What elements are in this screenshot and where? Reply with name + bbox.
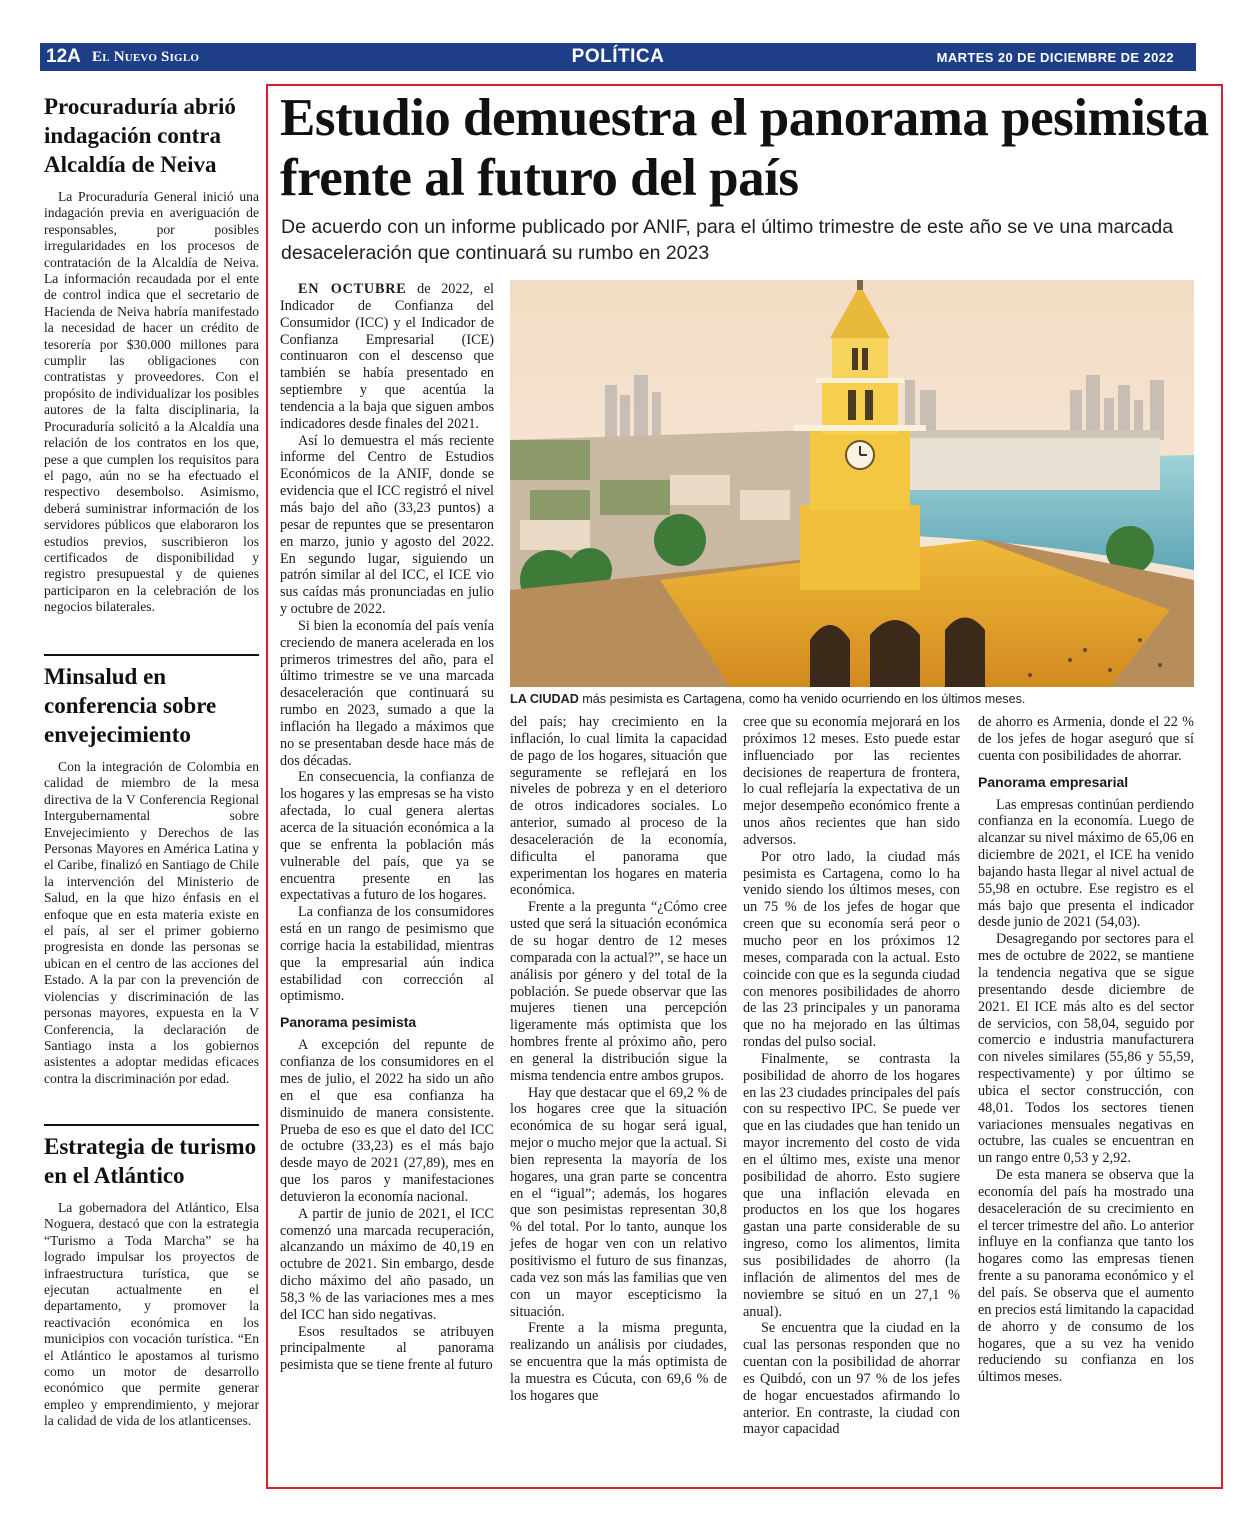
article-column-2 [510, 714, 727, 1405]
subhead-panorama-empresarial: Panorama empresarial [978, 773, 1129, 790]
paragraph: Por otro lado, la ciudad más pesimista es Cartagena, como lo ha venido siendo los últimos meses, con un 75 % de los jefes de hogar que creen que su economía será peor o mucho peor en los próximos 12 meses, comparada con la actual. Esto coincide con que es la segunda ciudad con menores posibilidades de ahorro de las 23 principales y un panorama que no ha mejorado en las últimas rondas del pulso social. [743, 848, 960, 1051]
paragraph: Finalmente, se contrasta la posibilidad de ahorro de los hogares en las 23 ciudades principales del país con su respectivo IPC. Se puede ver que en las ciudades que han tenido un mayor incremento del costo de vida en el último mes, existe una menor posibilidad de ahorro. Esto sugiere que una inflación elevada en productos en los que los hogares gastan una parte considerable de su ingreso, como los alimentos, limita sus posibilidades de ahorro (la inflación de alimentos del mes de noviembre se situó en un 27,1 % anual). [743, 1050, 960, 1320]
paragraph: En consecuencia, la confianza de los hogares y las empresas se ha visto afectada, lo cual genera alertas acerca de la situación económica a la que se enfrenta la población más vulnerable del país, que ya se encuentra presente en las expectativas a futuro de los hogares. [280, 769, 494, 904]
page-number: 12A [46, 46, 81, 67]
lead-word: EN OCTUBRE [298, 281, 407, 297]
brief-title: Estrategia de turismo en el Atlántico [44, 1134, 257, 1188]
issue-date: MARTES 20 DE DICIEMBRE DE 2022 [936, 50, 1174, 65]
newspaper-name: El Nuevo Siglo [92, 49, 200, 65]
cartagena-photo [510, 280, 1194, 687]
caption-lead: LA CIUDAD [510, 692, 579, 706]
article-column-3 [743, 714, 960, 1438]
page-header [40, 43, 1196, 71]
lead-paragraph [280, 281, 494, 433]
photo-caption [510, 691, 1210, 707]
paragraph: Si bien la economía del país venía creciendo de manera acelerada en los primeros trimestres del año, para el último trimestre se ve una marcada desaceleración que continuará su rumbo en 2023, sumado a que la inflación ha llegado a máximos que no se presentaban desde hace más de dos décadas. [280, 617, 494, 769]
brief-body: La Procuraduría General inició una indagación previa en averiguación de responsables, por posibles irregularidades en los procesos de contratación de la Alcaldía de Neiva. La información recaudada por el ente de control indica que el secretario de Hacienda de Neiva habría manifestado la necesidad de hacer un crédito de tesorería por $30.000 millones para cumplir las obligaciones con contratistas y proveedores. Con el propósito de individualizar los posibles autores de la falta disciplinaria, la Procuraduría solicitó a la Alcaldía una relación de los contratos en los que, pese a que cumplen los requisitos para el pago, aún no se ha efectuado el respectivo desembolso. Asimismo, deberá suministrar información de los servidores públicos que elaboraron los estudios previos, suscribieron los certificados de disponibilidad y registro presupuestal y de quienes participaron en la celebración de los negocios bilaterales. [44, 189, 259, 615]
section-title: POLÍTICA [571, 46, 665, 67]
article-column-1 [280, 281, 494, 1374]
paragraph-text: de 2022, el Indicador de Confianza del Consumidor (ICC) y el Indicador de Confianza Empresarial (ICE) continuaron con el descenso que también se había presentado en septiembre y que acentúa la tendencia a la baja que siguen ambos indicadores desde finales del 2021. [280, 281, 494, 432]
paragraph: A partir de junio de 2021, el ICC comenzó una marcada recuperación, alcanzando un máximo de 40,19 en octubre de 2021. Sin embargo, desde dicho máximo del año pasado, un 58,3 % de las variaciones mes a mes del ICC han sido negativas. [280, 1205, 494, 1323]
paragraph: Hay que destacar que el 69,2 % de los hogares cree que la situación económica de su hogar será igual, mejor o mucho mejor que la actual. Si bien representa la mayoría de los hogares, una gran parte se concentra en el “igual”; además, los hogares que son pesimistas representan 30,8 % del total. Por lo tanto, aunque los jefes de hogar ven con un relativo positivismo el futuro de sus finanzas, cada vez son más las familias que ven con un mayor escepticismo la situación. [510, 1084, 727, 1320]
divider [44, 1124, 259, 1126]
brief-neiva [44, 92, 259, 616]
paragraph: La confianza de los consumidores está en un rango de pesimismo que corrige hacia la estabilidad, mientras que la empresarial aún indica estabilidad con corrección al optimismo. [280, 904, 494, 1005]
subhead-panorama-pesimista: Panorama pesimista [280, 1014, 417, 1031]
paragraph: De esta manera se observa que la economía del país ha mostrado una desaceleración de su crecimiento en el tercer trimestre del año. Lo anterior influye en la confianza que tanto los hogares como las empresas tienen frente a su panorama económico y el del país. Se observa que el aumento en precios está limitando la capacidad de ahorro y de consumo de los hogares, que a su vez ha venido reduciendo su confianza en los últimos meses. [978, 1167, 1194, 1386]
caption-text: más pesimista es Cartagena, como ha venido ocurriendo en los últimos meses. [578, 692, 1026, 706]
paragraph: Frente a la misma pregunta, realizando un análisis por ciudades, se encuentra que la más optimista de la muestra es Cúcuta, con 69,6 % de los hogares que [510, 1320, 727, 1404]
brief-body: La gobernadora del Atlántico, Elsa Noguera, destacó que con la estrategia “Turismo a Toda Marcha” se ha logrado impulsar los proyectos de infraestructura turística, que se ejecutan actualmente en el departamento, y promover la reactivación económica en los municipios con vocación turística. “En el Atlántico le apostamos al turismo como un motor de desarrollo económico que permite generar empleo y emprendimiento, y mejorar la calidad de vida de los atlanticenses. [44, 1200, 259, 1429]
paragraph: Así lo demuestra el más reciente informe del Centro de Estudios Económicos de la ANIF, donde se evidencia que el ICC registró el nivel más bajo del año (33,23 puntos) a pesar de repuntes que se presentaron en marzo, junio y agosto del 2022. En segundo lugar, siguiendo un patrón similar al del ICC, el ICE vio sus caídas más pronunciadas en julio y octubre de 2022. [280, 432, 494, 618]
article-headline: Estudio demuestra el panorama pesimista frente al futuro del país [280, 89, 1209, 207]
paragraph: Desagregando por sectores para el mes de octubre de 2022, se mantiene la tendencia negativa que se sigue presentando desde diciembre de 2021. El ICE más alto es del sector de servicios, con 58,04, seguido por comercio e industria manufacturera con niveles similares (55,86 y 55,59, respectivamente) y por último se ubica el sector construcción, con 48,01. Todos los sectores tienen variaciones mensuales negativas en octubre, las cuales se encuentran en un rango entre 0,53 y 2,92. [978, 931, 1194, 1167]
brief-title: Procuraduría abrió indagación contra Alcaldía de Neiva [44, 94, 236, 177]
paragraph: cree que su economía mejorará en los próximos 12 meses. Esto puede estar influenciado por las recientes decisiones de reapertura de frontera, lo cual reflejaría la expectativa de un mejor desempeño económico frente a unos años recientes que han sido adversos. [743, 714, 960, 848]
brief-title: Minsalud en conferencia sobre envejecimiento [44, 664, 217, 747]
brief-minsalud [44, 662, 259, 1087]
paragraph: A excepción del repunte de confianza de los consumidores en el mes de julio, el 2022 ha sido un año en el que esa confianza ha disminuido de manera consistente. Prueba de eso es que el dato del ICC de octubre (33,23) es el más bajo desde mayo de 2021 (27,89), mes en que los paros y manifestaciones detuvieron la economía nacional. [280, 1037, 494, 1205]
article-column-4 [978, 714, 1194, 1386]
paragraph: Esos resultados se atribuyen principalmente al panorama pesimista que se tiene frente al futuro [280, 1323, 494, 1374]
brief-atlantico [44, 1132, 259, 1430]
paragraph: Se encuentra que la ciudad en la cual las personas responden que no cuentan con la posibilidad de ahorrar es Quibdó, con un 97 % de los jefes de hogar encuestados afirmando lo anterior. En contraste, la ciudad con mayor capacidad [743, 1320, 960, 1438]
paragraph: del país; hay crecimiento en la inflación, lo cual limita la capacidad de pago de los hogares, situación que seguramente se reflejará en los niveles de pobreza y en el deterioro de otros indicadores sociales. Lo anterior, sumado al proceso de la desaceleración de la economía, dificulta el panorama que experimentan los hogares en materia económica. [510, 714, 727, 899]
brief-body: Con la integración de Colombia en calidad de miembro de la mesa directiva de la V Conferencia Regional Intergubernamental sobre Envejecimiento y Derechos de las Personas Mayores en América Latina y el Caribe, finalizó en Santiago de Chile la intervención del Ministerio de Salud, en la que hizo énfasis en el enfoque que en esta materia existe en el país, al ser el primer gobierno progresista en donde las personas se ubican en el centro de las acciones del Estado. A la par con la prevención de violencias y discriminación de las personas mayores, expuesta en la V Conferencia, la declaración de Santiago insta a los gobiernos asistentes a adoptar medidas eficaces contra la discriminación por edad. [44, 759, 259, 1086]
paragraph: Las empresas continúan perdiendo confianza en la economía. Luego de alcanzar su nivel máximo de 65,06 en diciembre de 2021, el ICE ha venido bajando hasta llegar al nivel actual de 55,98 en octubre. Ese registro es el más bajo que presenta el indicador desde junio de 2021 (54,03). [978, 796, 1194, 931]
paragraph: de ahorro es Armenia, donde el 22 % de los jefes de hogar aseguró que sí cuenta con posibilidades de ahorrar. [978, 714, 1194, 764]
divider [44, 654, 259, 656]
paragraph: Frente a la pregunta “¿Cómo cree usted que será la situación económica de su hogar dentro de 12 meses comparada con la actual?”, se hace un análisis por género y del total de la población. Se puede observar que las mujeres tienen una percepción ligeramente más optimista que los hombres frente al próximo año, pero en general la distribución sigue la misma tendencia entre ambos grupos. [510, 899, 727, 1084]
article-deck: De acuerdo con un informe publicado por ANIF, para el último trimestre de este año se ve una marcada desaceleración que continuará su rumbo en 2023 [281, 216, 1174, 264]
clock-tower-illustration [510, 280, 1194, 687]
